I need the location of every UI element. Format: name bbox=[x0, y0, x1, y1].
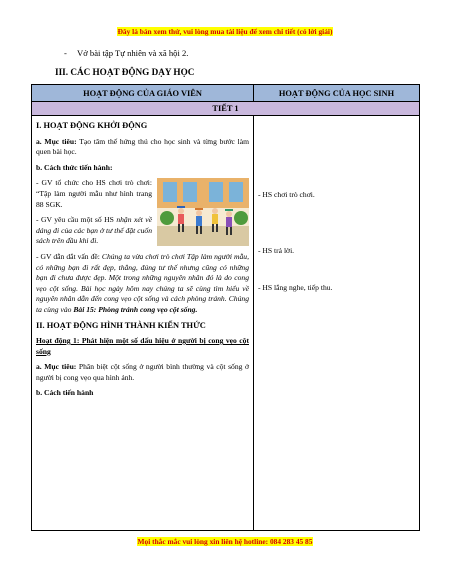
student-response-3: - HS lắng nghe, tiếp thu. bbox=[258, 283, 333, 292]
hotline-banner: Mọi thắc mắc vui lòng xin liên hệ hotline: 084 283 45 85 bbox=[137, 537, 313, 546]
activity-1-title: Hoạt động 1: Phát hiện một số dấu hiệu ở người bị cong vẹo cột sống bbox=[36, 336, 249, 356]
method2-label: b. Cách tiến hành bbox=[36, 388, 94, 398]
teacher-step-2: - GV yêu cầu một số HS nhận xét về dáng đi của các bạn ở tư thế đặt cuốn sách trên đầu khi đi. bbox=[36, 215, 152, 246]
col-header-teacher: HOẠT ĐỘNG CỦA GIÁO VIÊN bbox=[32, 85, 254, 102]
section-title: III. CÁC HOẠT ĐỘNG DẠY HỌC bbox=[55, 67, 195, 77]
student-response-1: - HS chơi trò chơi. bbox=[258, 190, 315, 199]
teacher-step-1: - GV tổ chức cho HS chơi trò chơi: “Tập làm người mẫu như hình trang 88 SGK. bbox=[36, 178, 152, 209]
teacher-step-3: - GV dẫn dắt vấn đề: Chúng ta vừa chơi trò chơi Tập làm người mẫu, có những bạn đi rất đẹp, thẳng, đúng tư thế nhưng cũng có những bạn đi chưa được đẹp. Một trong những nguyên nhân đó là do cong vẹo cột sống. Bài học ngày hôm nay chúng ta sẽ cùng tìm hiểu về nguyên nhân dẫn đến cong vẹo cột sống và cách phòng tránh. Chúng ta cùng vào Bài 15: Phòng tránh cong vẹo cột sống. bbox=[36, 251, 249, 314]
col-header-student: HOẠT ĐỘNG CỦA HỌC SINH bbox=[254, 85, 420, 102]
teacher-activities bbox=[32, 116, 254, 531]
goal2-paragraph: a. Mục tiêu: Phân biệt cột sống ở người bình thường và cột sống ở người bị cong vẹo qua hình ảnh. bbox=[36, 362, 249, 382]
children-walking-illustration bbox=[157, 178, 249, 246]
student-response-2: - HS trả lời. bbox=[258, 246, 295, 255]
goal-paragraph: a. Mục tiêu: Tạo tâm thế hứng thú cho học sinh và từng bước làm quen bài học. bbox=[36, 136, 250, 157]
heading-knowledge: II. HOẠT ĐỘNG HÌNH THÀNH KIẾN THỨC bbox=[36, 320, 206, 330]
illustration-icon bbox=[157, 178, 249, 246]
method-label: b. Cách thức tiến hành: bbox=[36, 162, 113, 172]
heading-warmup: I. HOẠT ĐỘNG KHỞI ĐỘNG bbox=[36, 121, 148, 130]
preview-banner: Đây là bản xem thử, vui lòng mua tài liệu để xem chi tiết (có lời giải) bbox=[117, 27, 333, 36]
lesson-table bbox=[31, 84, 420, 531]
period-header: TIẾT 1 bbox=[32, 102, 420, 116]
materials-bullet: - Vở bài tập Tự nhiên và xã hội 2. bbox=[64, 48, 189, 58]
student-activities bbox=[254, 116, 420, 531]
